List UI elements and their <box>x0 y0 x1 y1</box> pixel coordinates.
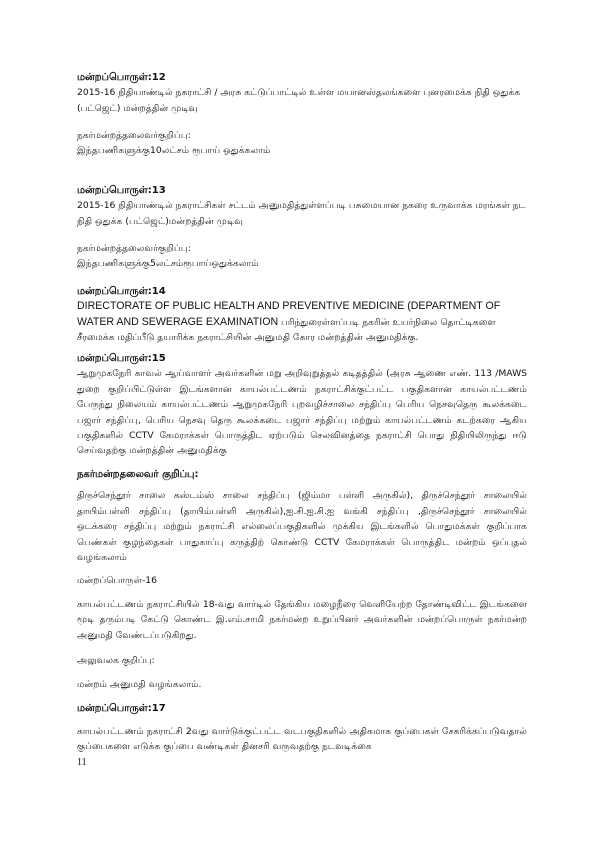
section-13 <box>77 183 527 229</box>
section-17 <box>77 701 527 716</box>
section-body: ஆறுமுகநேரி காவல் ஆய்வாளர் அவர்களின் மறு அறிவுறுத்தல் கடிதத்தில் (அரசு ஆணை எண். 113 /MAWS துறை குறிப்பிட்டுள்ள இடங்களான காயல்பட்டணம் நகராட்சிக்குட்பட்ட பகுதிகளான காயல்பட்டணம் பேருந்து நிலையம் காயல்பட்டணம் ஆறுமுகநேரி புறவழிச்சாலை சந்திப்பு பெரிய நெசவுதெரு கூலக்கடை பஜார் சந்திப்பு, பெரிய நெசவு தெரு கூலக்கடை பஜார் சந்திப்பு மற்றும் காயல்பட்டணம் கடற்கரை ஆகிய பகுதிகளில் CCTV கேமராக்கள் பொருத்திட ஏற்படும் செலவினத்தை நகராட்சி பொது நிதியிலிருந்து ஈடு செய்வதற்கு மன்றத்தின் அனுமதிக்கு <box>77 368 527 457</box>
section-heading: மன்றப்பொருள்:15 <box>77 353 166 364</box>
section-heading: மன்றப்பொருள்-16 <box>77 575 157 586</box>
english-directorate-text: DIRECTORATE OF PUBLIC HEALTH AND PREVENTIVE MEDICINE (DEPARTMENT OF WATER AND SEWERAGE EXAMINATION <box>77 300 501 328</box>
note-label: நகர்மன்றதலைவர் குறிப்பு: <box>77 469 199 480</box>
note-label: நகர்மன்றத்தலைவர்குறிப்பு: <box>77 243 191 254</box>
tamil-request-text: பரிந்துரைள்ளப்படி நகரின் உயர்நிலை தொட்டிகளை சீரமைக்க மதிப்பீடு தயாரிக்க நகராட்சியின் அனுமதி கோர மன்றத்தின் அனுமதிக்கு. <box>77 316 496 344</box>
section-12 <box>77 70 527 116</box>
section-16-note <box>77 653 527 668</box>
section-15-note <box>77 467 527 565</box>
note-text: இந்தபணிகளுக்கு5லட்சம்ரூபாய்ஒதுக்கலாம் <box>77 258 259 270</box>
note-label: அலுவலக குறிப்பு: <box>77 655 155 666</box>
section-14 <box>77 284 527 346</box>
section-heading: மன்றப்பொருள்:13 <box>77 185 166 196</box>
section-17-body <box>77 724 527 755</box>
section-body: காயல்பட்டணம் நகராட்சி 2வது வார்டுக்குட்பட்ட வடபகுதிகளில் அதிகமாக குப்பைகள் சேகரிக்கப்படுவதால் குப்பைகளை எடுக்க குப்பை வண்டிகள் தினசரி வருவதற்கு நடவடிக்கை <box>77 726 527 753</box>
section-12-note <box>77 128 527 159</box>
section-heading: மன்றப்பொருள்:12 <box>77 72 166 83</box>
note-text: திருச்செந்தூர் சாலை கஸ்டம்ஸ் சாலை சந்திப்பு (ஜிம்மா பள்ளி அருகில்), திருச்செந்தூர் சாலையில் தாயிம்பள்ளி சந்திப்பு (தாயிம்பள்ளி அருகில்),ஐ.சி.ஐ.சி.ஐ வங்கி சந்திப்பு ,திருச்செந்தூர் சாலையில் ஒடக்கரை சந்திப்பு மற்றும் நகராட்சி எல்லைப்பகுதிகளில் முக்கிய இடங்களில் பொதுமக்கள் குறிப்பாக பெண்கள் குழந்தைகள் பாதுகாப்பு கருத்திற் கொண்டு CCTV கேமராக்கள் பொருத்திட மன்றம் ஒப்புதல் வழங்கலாம் <box>77 490 527 564</box>
section-body <box>77 299 527 345</box>
section-16-body <box>77 597 527 643</box>
section-heading: மன்றப்பொருள்:17 <box>77 703 166 714</box>
section-16-note-text <box>77 677 527 692</box>
section-16 <box>77 573 527 588</box>
page-number: 11 <box>77 757 87 768</box>
section-15 <box>77 351 527 459</box>
section-body: 2015-16 நிதியாண்டில் நகராட்சி / அரசு கட்டுப்பாட்டில் உள்ள மயானஸ்தலங்களை புனரமைக்க நிதி ஒதுக்க (பட்ஜெட்) மன்றத்தின் முடிவு <box>77 87 521 114</box>
section-body: காயல்பட்டணம் நகராட்சியில் 18-வது வார்டில் தேங்கிய மழைநீரை வெளியேற்ற தோண்டிவிட்ட இடங்களை மூடி தரும்படி கேட்டு கொண்ட இ.எம்.சாமி நகர்மன்ற உறுப்பினர் அவர்களின் மன்றப்பொருள் நகர்மன்ற அனுமதி வேண்டப்படுகிறது. <box>77 599 527 641</box>
note-text: மன்றம் அனுமதி வழங்கலாம். <box>77 679 202 690</box>
section-heading: மன்றப்பொருள்:14 <box>77 286 166 297</box>
note-text: இந்தபணிகளுக்கு10லட்சம் ரூபாய் ஒதுக்கலாம் <box>77 145 271 157</box>
section-body: 2015-16 நிதியாண்டில் நகராட்சிகள் சட்டம் அனுமதித்துள்ளப்படி பசுமையான நகரை உருவாக்க மரங்கள் நட நிதி ஒதுக்க (பட்ஜெட்)மன்றத்தின் முடிவு <box>77 200 526 227</box>
section-13-note <box>77 241 527 272</box>
note-label: நகர்மன்றத்தலைவர்குறிப்பு: <box>77 130 191 141</box>
